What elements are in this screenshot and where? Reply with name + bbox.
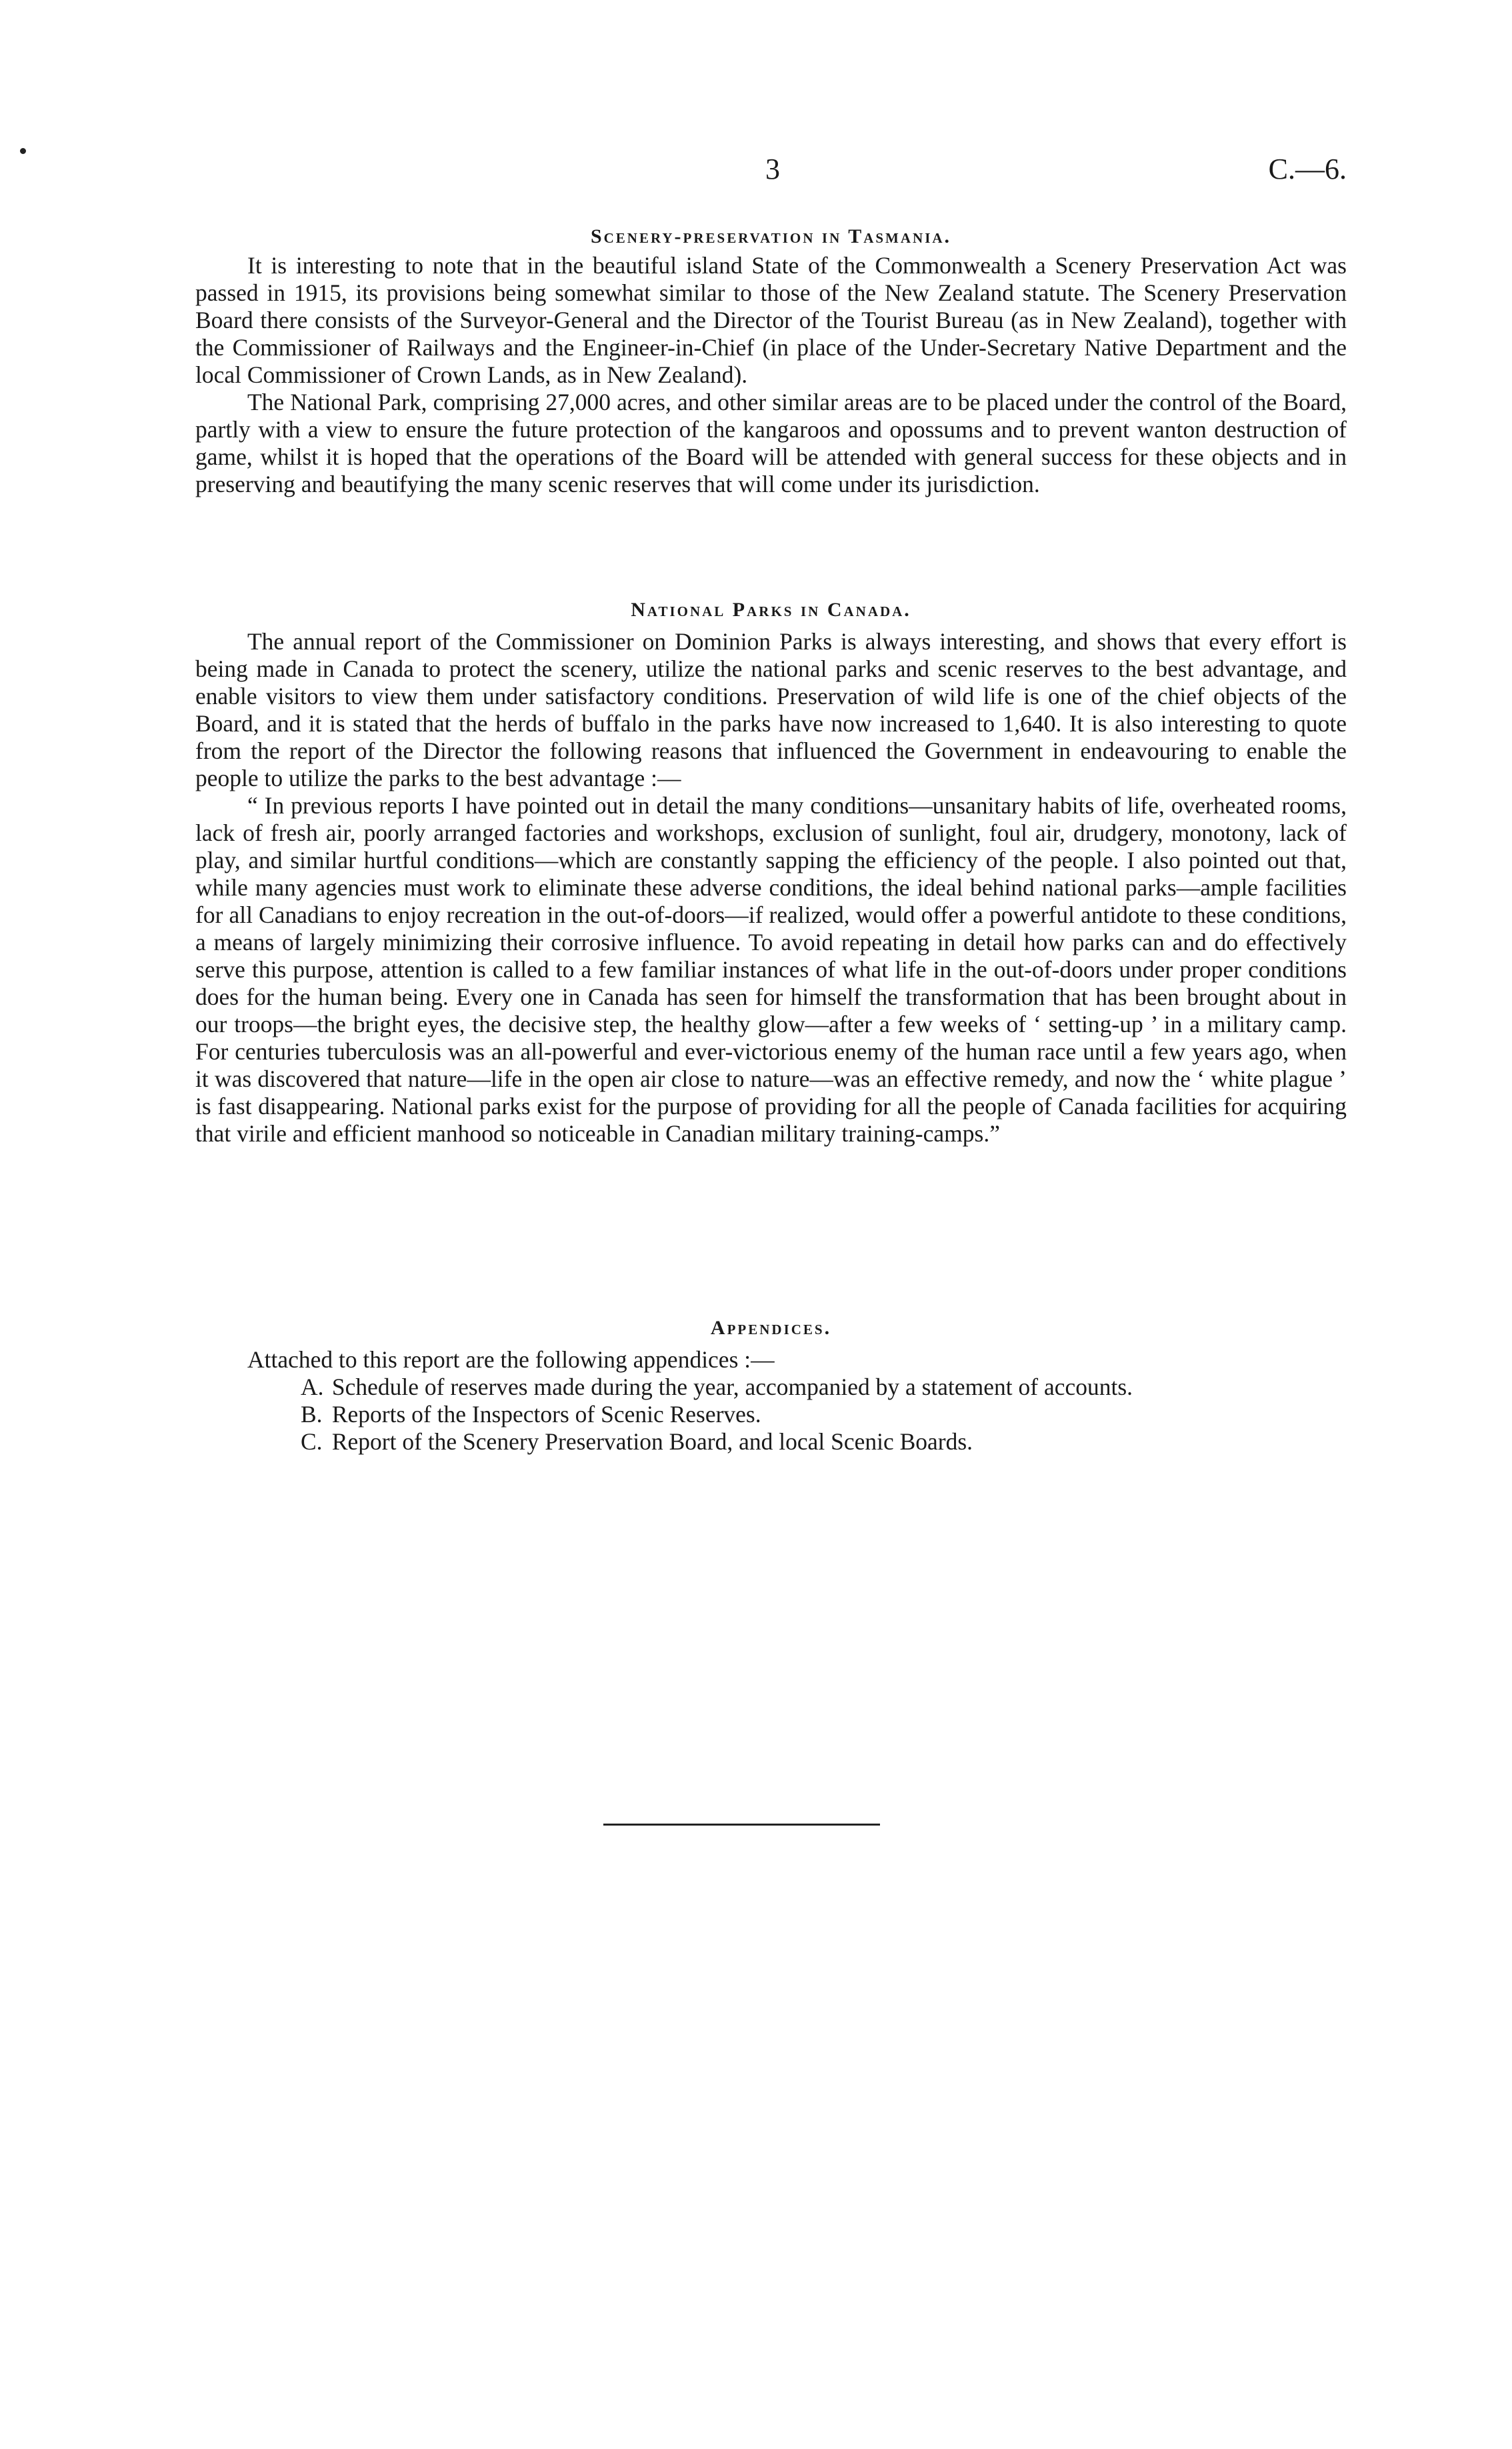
- appendix-letter: C.: [301, 1428, 323, 1455]
- section-appendices: [195, 1317, 1347, 1456]
- quoted-paragraph: “ In previous reports I have pointed out in detail the many conditions—unsanitary habits of life, overheated rooms, lack of fresh air, poorly arranged factories and workshops, exclusion of sunlight, foul air, drudgery, monotony, lack of play, and similar hurtful conditions—which are constantly sapping the efficiency of the people. I also pointed out that, while many agencies must work to eliminate these adverse conditions, the ideal behind national parks—ample facilities for all Canadians to enjoy recreation in the out-of-doors—if realized, would offer a powerful antidote to these conditions, a means of largely minimizing their corrosive influence. To avoid repeating in detail how parks can and do effectively serve this purpose, attention is called to a few familiar instances of what life in the out-of-doors under proper conditions does for the human being. Every one in Canada has seen for himself the transformation that has been brought about in our troops—the bright eyes, the decisive step, the healthy glow—after a few weeks of ‘ setting-up ’ in a military camp. For centuries tuberculosis was an all-powerful and ever-victorious enemy of the human race until a few years ago, when it was discovered that nature—life in the open air close to nature—was an effective remedy, and now the ‘ white plague ’ is fast disappearing. National parks exist for the purpose of providing for all the people of Canada facilities for acquiring that virile and efficient manhood so noticeable in Canadian military training-camps.”: [195, 792, 1347, 1147]
- appendix-item: [195, 1374, 1347, 1401]
- appendix-text: Report of the Scenery Preservation Board, and local Scenic Boards.: [331, 1428, 973, 1455]
- paragraph: It is interesting to note that in the beautiful island State of the Commonwealth a Scenery Preservation Act was passed in 1915, its provisions being somewhat similar to those of the New Zealand statute. The Scenery Preservation Board there consists of the Surveyor-General and the Director of the Tourist Bureau (as in New Zealand), together with the Commissioner of Railways and the Engineer-in-Chief (in place of the Under-Secretary Native Department and the local Commissioner of Crown Lands, as in New Zealand).: [195, 252, 1347, 388]
- appendix-item: [195, 1428, 1347, 1456]
- appendices-intro: Attached to this report are the following appendices :—: [247, 1346, 775, 1373]
- section-canada: [195, 599, 1347, 1147]
- section-heading: Scenery-preservation in Tasmania.: [590, 225, 952, 247]
- appendix-letter: A.: [301, 1374, 324, 1400]
- document-reference: C.—6.: [1268, 153, 1347, 185]
- paragraph: The annual report of the Commissioner on Dominion Parks is always interesting, and shows that every effort is being made in Canada to protect the scenery, utilize the national parks and scenic reserves to the best advantage, and enable visitors to view them under satisfactory conditions. Preservation of wild life is one of the chief objects of the Board, and it is stated that the herds of buffalo in the parks have now increased to 1,640. It is also interesting to quote from the report of the Director the following reasons that influenced the Government in endeavouring to enable the people to utilize the parks to the best advantage :—: [195, 628, 1347, 791]
- section-heading: National Parks in Canada.: [631, 599, 911, 621]
- closing-rule: [603, 1824, 880, 1826]
- page-number: 3: [765, 153, 780, 185]
- scan-speck: [20, 148, 26, 154]
- appendix-item: [195, 1401, 1347, 1428]
- paragraph: The National Park, comprising 27,000 acres, and other similar areas are to be placed under the control of the Board, partly with a view to ensure the future protection of the kangaroos and opossums and to prevent wanton destruction of game, whilst it is hoped that the operations of the Board will be attended with general success for these objects and in preserving and beautifying the many scenic reserves that will come under its jurisdiction.: [195, 389, 1347, 497]
- appendix-text: Reports of the Inspectors of Scenic Reserves.: [331, 1401, 761, 1428]
- appendix-text: Schedule of reserves made during the year, accompanied by a statement of accounts.: [331, 1374, 1133, 1400]
- section-heading: Appendices.: [710, 1317, 832, 1339]
- section-tasmania: [195, 225, 1347, 498]
- appendix-letter: B.: [301, 1401, 323, 1428]
